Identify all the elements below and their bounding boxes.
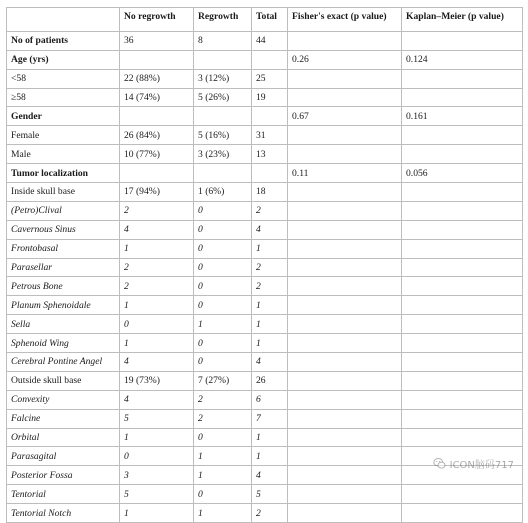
table-row (7, 277, 523, 296)
cell-no-regrowth: 4 (120, 353, 194, 372)
cell-fishers-exact (288, 239, 402, 258)
watermark-text: ICON脑码717 (449, 460, 514, 471)
cell-regrowth: 1 (194, 466, 252, 485)
cell-no-regrowth (120, 50, 194, 69)
cell-total: 18 (252, 183, 288, 202)
cell-kaplan-meier (402, 126, 523, 145)
cell-fishers-exact (288, 371, 402, 390)
cell-total: 25 (252, 69, 288, 88)
cell-label: Frontobasal (7, 239, 120, 258)
cell-regrowth (194, 164, 252, 183)
cell-label: Tentorial Notch (7, 504, 120, 523)
cell-fishers-exact (288, 428, 402, 447)
cell-fishers-exact: 0.11 (288, 164, 402, 183)
cell-fishers-exact (288, 504, 402, 523)
cell-total: 13 (252, 145, 288, 164)
header-cell-fishers-exact: Fisher's exact (p value) (288, 8, 402, 32)
cell-regrowth (194, 107, 252, 126)
cell-label: Convexity (7, 390, 120, 409)
table-body (7, 31, 523, 522)
cell-label: Tentorial (7, 485, 120, 504)
header-cell-kaplan-meier: Kaplan–Meier (p value) (402, 8, 523, 32)
cell-fishers-exact (288, 409, 402, 428)
table-row (7, 88, 523, 107)
cell-regrowth: 1 (194, 315, 252, 334)
cell-label: Cavernous Sinus (7, 220, 120, 239)
cell-fishers-exact (288, 88, 402, 107)
cell-total: 1 (252, 296, 288, 315)
table-row (7, 239, 523, 258)
cell-label: Cerebral Pontine Angel (7, 353, 120, 372)
cell-kaplan-meier: 0.056 (402, 164, 523, 183)
cell-kaplan-meier (402, 239, 523, 258)
cell-fishers-exact (288, 258, 402, 277)
cell-fishers-exact (288, 485, 402, 504)
data-table-container (6, 7, 522, 523)
cell-label: Parasellar (7, 258, 120, 277)
cell-total: 2 (252, 258, 288, 277)
cell-kaplan-meier (402, 183, 523, 202)
cell-label: Female (7, 126, 120, 145)
cell-fishers-exact (288, 277, 402, 296)
table-row (7, 504, 523, 523)
table-row (7, 201, 523, 220)
cell-fishers-exact (288, 183, 402, 202)
cell-total: 4 (252, 466, 288, 485)
header-cell-no-regrowth: No regrowth (120, 8, 194, 32)
cell-label: Male (7, 145, 120, 164)
cell-no-regrowth: 3 (120, 466, 194, 485)
cell-no-regrowth: 26 (84%) (120, 126, 194, 145)
cell-fishers-exact (288, 31, 402, 50)
cell-label: Inside skull base (7, 183, 120, 202)
cell-fishers-exact (288, 315, 402, 334)
cell-fishers-exact (288, 145, 402, 164)
cell-label: Gender (7, 107, 120, 126)
cell-fishers-exact (288, 390, 402, 409)
cell-no-regrowth: 4 (120, 390, 194, 409)
header-cell-regrowth: Regrowth (194, 8, 252, 32)
cell-total: 7 (252, 409, 288, 428)
cell-fishers-exact (288, 201, 402, 220)
cell-label: Parasagital (7, 447, 120, 466)
cell-total: 2 (252, 201, 288, 220)
cell-fishers-exact: 0.67 (288, 107, 402, 126)
cell-no-regrowth: 36 (120, 31, 194, 50)
cell-no-regrowth: 2 (120, 258, 194, 277)
cell-regrowth: 0 (194, 201, 252, 220)
table-row (7, 409, 523, 428)
table-row (7, 31, 523, 50)
cell-kaplan-meier (402, 88, 523, 107)
table-row (7, 126, 523, 145)
cell-regrowth: 1 (194, 447, 252, 466)
table-row (7, 334, 523, 353)
cell-total: 19 (252, 88, 288, 107)
cell-kaplan-meier (402, 258, 523, 277)
cell-total: 1 (252, 428, 288, 447)
cell-total: 5 (252, 485, 288, 504)
cell-total: 2 (252, 277, 288, 296)
cell-no-regrowth: 1 (120, 239, 194, 258)
cell-regrowth: 5 (16%) (194, 126, 252, 145)
cell-fishers-exact (288, 334, 402, 353)
table-row (7, 353, 523, 372)
cell-regrowth: 0 (194, 277, 252, 296)
cell-label: No of patients (7, 31, 120, 50)
cell-label: Age (yrs) (7, 50, 120, 69)
cell-label: Sella (7, 315, 120, 334)
table-row (7, 220, 523, 239)
cell-label: (Petro)Clival (7, 201, 120, 220)
cell-regrowth: 2 (194, 409, 252, 428)
cell-total: 4 (252, 220, 288, 239)
cell-total: 1 (252, 239, 288, 258)
cell-kaplan-meier (402, 31, 523, 50)
cell-no-regrowth: 1 (120, 334, 194, 353)
table-header-row (7, 8, 523, 32)
cell-no-regrowth (120, 107, 194, 126)
table-row (7, 371, 523, 390)
cell-kaplan-meier (402, 504, 523, 523)
cell-label: Falcine (7, 409, 120, 428)
cell-kaplan-meier (402, 428, 523, 447)
table-row (7, 107, 523, 126)
table-row (7, 296, 523, 315)
cell-no-regrowth: 2 (120, 277, 194, 296)
cell-label: ≥58 (7, 88, 120, 107)
cell-total: 4 (252, 353, 288, 372)
cell-kaplan-meier (402, 409, 523, 428)
cell-label: Tumor localization (7, 164, 120, 183)
cell-regrowth: 5 (26%) (194, 88, 252, 107)
cell-regrowth: 1 (6%) (194, 183, 252, 202)
cell-no-regrowth: 0 (120, 315, 194, 334)
cell-regrowth: 2 (194, 390, 252, 409)
cell-regrowth (194, 50, 252, 69)
cell-no-regrowth: 17 (94%) (120, 183, 194, 202)
cell-regrowth: 1 (194, 504, 252, 523)
cell-kaplan-meier (402, 353, 523, 372)
cell-total: 44 (252, 31, 288, 50)
cell-kaplan-meier (402, 220, 523, 239)
cell-regrowth: 3 (23%) (194, 145, 252, 164)
cell-no-regrowth: 14 (74%) (120, 88, 194, 107)
cell-label: Orbital (7, 428, 120, 447)
cell-label: Petrous Bone (7, 277, 120, 296)
table-row (7, 258, 523, 277)
cell-kaplan-meier (402, 296, 523, 315)
cell-total: 31 (252, 126, 288, 145)
cell-fishers-exact (288, 220, 402, 239)
cell-kaplan-meier (402, 334, 523, 353)
cell-kaplan-meier: 0.124 (402, 50, 523, 69)
cell-kaplan-meier (402, 485, 523, 504)
cell-regrowth: 0 (194, 353, 252, 372)
cell-kaplan-meier (402, 145, 523, 164)
cell-fishers-exact (288, 353, 402, 372)
cell-label: Sphenoid Wing (7, 334, 120, 353)
cell-total: 2 (252, 504, 288, 523)
cell-total (252, 164, 288, 183)
cell-kaplan-meier (402, 201, 523, 220)
table-row (7, 428, 523, 447)
cell-no-regrowth: 4 (120, 220, 194, 239)
cell-regrowth: 0 (194, 239, 252, 258)
cell-kaplan-meier (402, 390, 523, 409)
cell-fishers-exact: 0.26 (288, 50, 402, 69)
cell-kaplan-meier (402, 69, 523, 88)
cell-label: Posterior Fossa (7, 466, 120, 485)
cell-kaplan-meier (402, 277, 523, 296)
table-row (7, 315, 523, 334)
cell-regrowth: 0 (194, 296, 252, 315)
cell-regrowth: 8 (194, 31, 252, 50)
wechat-icon (433, 457, 446, 470)
table-row (7, 69, 523, 88)
cell-no-regrowth: 1 (120, 296, 194, 315)
cell-total: 1 (252, 334, 288, 353)
cell-regrowth: 0 (194, 334, 252, 353)
table-row (7, 164, 523, 183)
cell-no-regrowth: 5 (120, 485, 194, 504)
cell-total (252, 50, 288, 69)
table-row (7, 50, 523, 69)
cell-total: 6 (252, 390, 288, 409)
patient-regrowth-table (6, 7, 523, 523)
header-cell-total: Total (252, 8, 288, 32)
cell-no-regrowth: 5 (120, 409, 194, 428)
cell-fishers-exact (288, 126, 402, 145)
cell-no-regrowth: 1 (120, 504, 194, 523)
cell-regrowth: 0 (194, 220, 252, 239)
table-row (7, 145, 523, 164)
cell-fishers-exact (288, 69, 402, 88)
table-row (7, 485, 523, 504)
cell-no-regrowth: 10 (77%) (120, 145, 194, 164)
cell-regrowth: 0 (194, 485, 252, 504)
cell-total (252, 107, 288, 126)
cell-total: 1 (252, 447, 288, 466)
cell-no-regrowth: 22 (88%) (120, 69, 194, 88)
cell-regrowth: 7 (27%) (194, 371, 252, 390)
header-cell-label (7, 8, 120, 32)
cell-no-regrowth (120, 164, 194, 183)
cell-fishers-exact (288, 466, 402, 485)
cell-kaplan-meier (402, 315, 523, 334)
cell-total: 1 (252, 315, 288, 334)
cell-label: <58 (7, 69, 120, 88)
cell-regrowth: 0 (194, 258, 252, 277)
cell-regrowth: 3 (12%) (194, 69, 252, 88)
table-row (7, 183, 523, 202)
cell-kaplan-meier (402, 371, 523, 390)
cell-fishers-exact (288, 447, 402, 466)
watermark (433, 456, 514, 471)
cell-label: Planum Sphenoidale (7, 296, 120, 315)
cell-no-regrowth: 0 (120, 447, 194, 466)
cell-no-regrowth: 2 (120, 201, 194, 220)
cell-no-regrowth: 1 (120, 428, 194, 447)
cell-regrowth: 0 (194, 428, 252, 447)
cell-label: Outside skull base (7, 371, 120, 390)
cell-kaplan-meier: 0.161 (402, 107, 523, 126)
cell-total: 26 (252, 371, 288, 390)
cell-no-regrowth: 19 (73%) (120, 371, 194, 390)
table-row (7, 390, 523, 409)
cell-fishers-exact (288, 296, 402, 315)
